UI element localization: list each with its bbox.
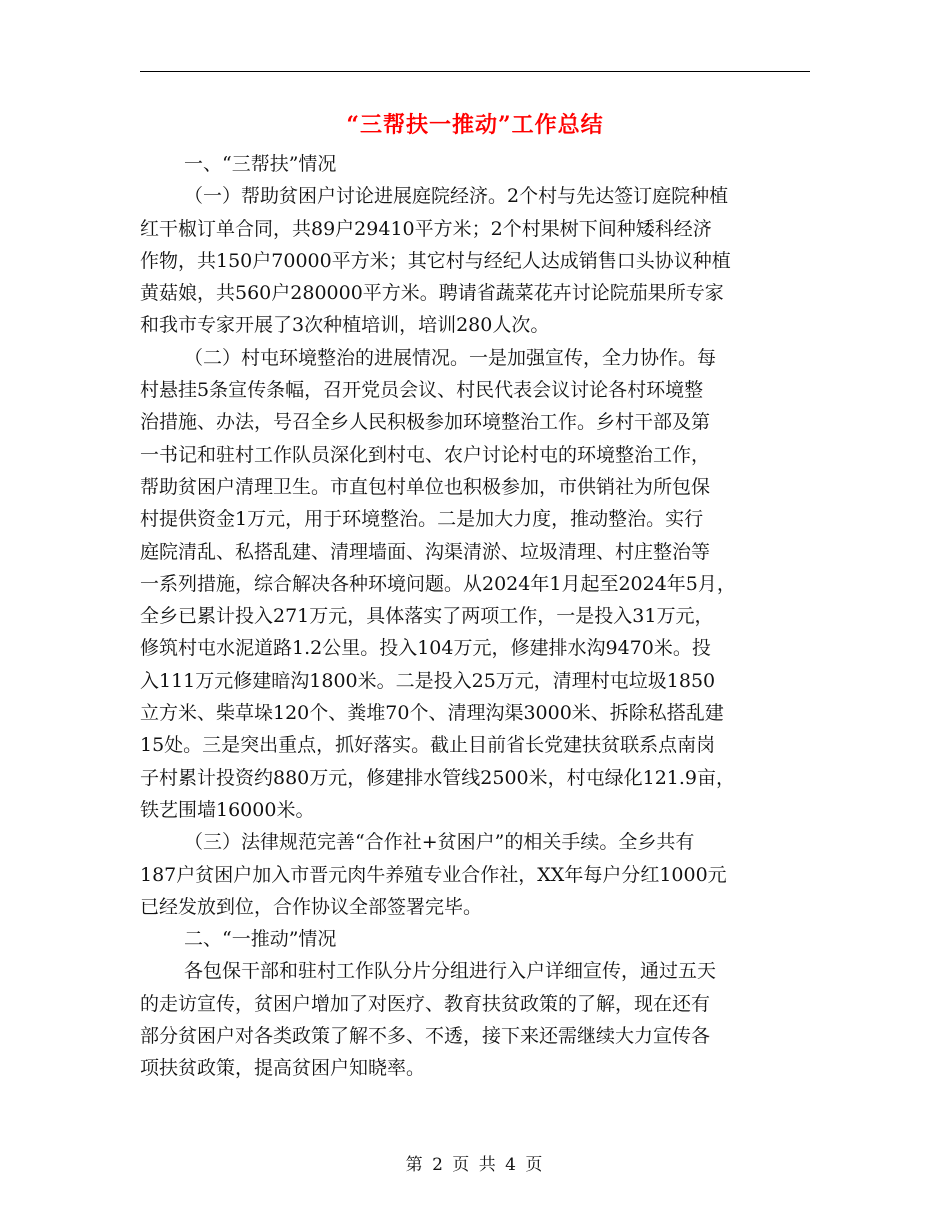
- paragraph-line: 修筑村屯水泥道路1.2公里。投入104万元，修建排水沟9470米。投: [140, 637, 711, 660]
- paragraph-line: 作物，共150户70000平方米；其它村与经纪人达成销售口头协议种植: [140, 249, 731, 272]
- document-body: [140, 148, 816, 1085]
- paragraph-line: 项扶贫政策，提高贫困户知晓率。: [140, 1057, 426, 1080]
- paragraph-line: 村悬挂5条宣传条幅，召开党员会议、村民代表会议讨论各村环境整: [140, 379, 704, 402]
- paragraph-line: 铁艺围墙16000米。: [140, 798, 315, 821]
- document-title: “三帮扶一推动”工作总结: [346, 112, 604, 138]
- paragraph-line: 一系列措施，综合解决各种环境问题。从2024年1月起至2024年5月，: [140, 572, 736, 595]
- paragraph-line: 15处。三是突出重点，抓好落实。截止目前省长党建扶贫联系点南岗: [140, 734, 716, 757]
- paragraph-line: 全乡已累计投入271万元，具体落实了两项工作，一是投入31万元，: [140, 605, 714, 628]
- paragraph-line: 已经发放到位，合作协议全部签署完毕。: [140, 895, 483, 918]
- paragraph-line: 立方米、柴草垛120个、粪堆70个、清理沟渠3000米、拆除私搭乱建: [140, 702, 724, 725]
- paragraph-line: （二）村屯环境整治的进展情况。一是加强宣传，全力协作。每: [184, 346, 717, 369]
- paragraph-line: 187户贫困户加入市晋元肉牛养殖专业合作社，XX年每户分红1000元: [140, 863, 727, 886]
- paragraph-line: 子村累计投资约880万元，修建排水管线2500米，村屯绿化121.9亩，: [140, 766, 736, 789]
- paragraph-line: 治措施、办法，号召全乡人民积极参加环境整治工作。乡村干部及第: [140, 411, 711, 434]
- paragraph-line: 各包保干部和驻村工作队分片分组进行入户详细宣传，通过五天: [184, 960, 717, 983]
- paragraph-line: 红干椒订单合同，共89户29410平方米；2个村果树下间种矮科经济: [140, 217, 712, 240]
- paragraph-line: 一书记和驻村工作队员深化到村屯、农户讨论村屯的环境整治工作，: [140, 443, 711, 466]
- paragraph-line: （三）法律规范完善“合作社+贫困户”的相关手续。全乡共有: [184, 831, 695, 854]
- paragraph-line: 的走访宣传，贫困户增加了对医疗、教育扶贫政策的了解，现在还有: [140, 992, 711, 1015]
- paragraph-line: 和我市专家开展了3次种植培训，培训280人次。: [140, 314, 550, 337]
- paragraph-line: 部分贫困户对各类政策了解不多、不透，接下来还需继续大力宣传各: [140, 1025, 711, 1048]
- section-heading-1: 一、“三帮扶”情况: [184, 153, 337, 175]
- paragraph-line: 入111万元修建暗沟1800米。二是投入25万元，清理村屯垃圾1850: [140, 669, 716, 692]
- paragraph-line: 庭院清乱、私搭乱建、清理墙面、沟渠清淤、垃圾清理、村庄整治等: [140, 540, 711, 563]
- section-heading-2: 二、“一推动”情况: [184, 928, 337, 951]
- paragraph-line: （一）帮助贫困户讨论进展庭院经济。2个村与先达签订庭院种植: [184, 185, 729, 208]
- paragraph-line: 帮助贫困户清理卫生。市直包村单位也积极参加，市供销社为所包保: [140, 475, 711, 498]
- paragraph-line: 黄菇娘，共560户280000平方米。聘请省蔬菜花卉讨论院茄果所专家: [140, 282, 724, 305]
- header-rule: [140, 71, 810, 72]
- page-number: 第 2 页 共 4 页: [405, 1155, 545, 1175]
- paragraph-line: 村提供资金1万元，用于环境整治。二是加大力度，推动整治。实行: [140, 508, 704, 531]
